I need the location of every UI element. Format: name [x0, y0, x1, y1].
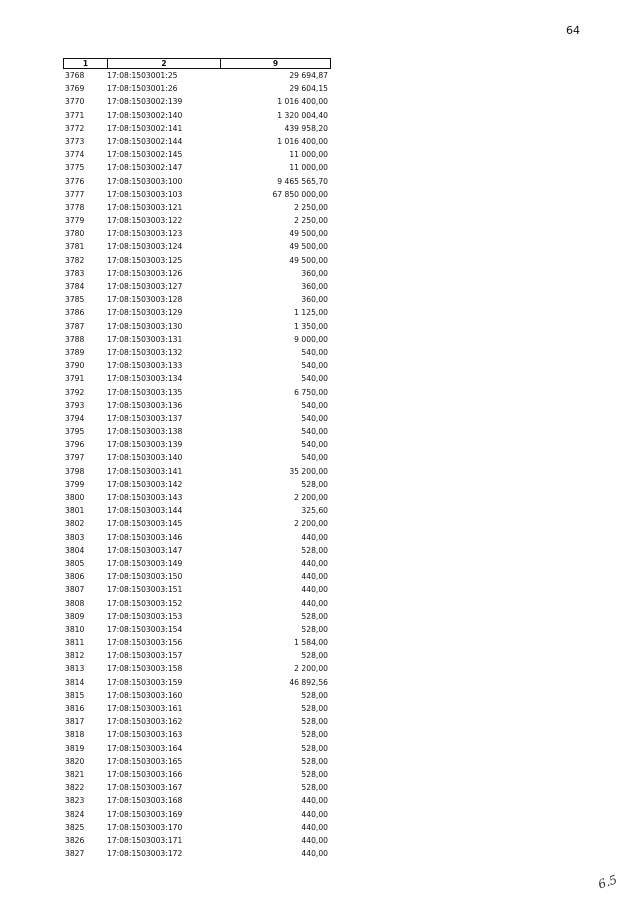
table-row	[63, 570, 331, 583]
table-row	[63, 293, 331, 306]
row-number: 3813	[65, 664, 85, 674]
cadastral-number: 17:08:1503003:103	[107, 189, 183, 199]
cadastral-number: 17:08:1503003:142	[107, 479, 183, 489]
table-row	[63, 544, 331, 557]
cadastral-number: 17:08:1503003:137	[107, 413, 183, 423]
row-number: 3776	[65, 176, 85, 186]
row-number: 3777	[65, 189, 85, 199]
cadastral-number: 17:08:1503003:147	[107, 545, 183, 555]
value: 49 500,00	[289, 242, 328, 252]
row-number: 3773	[65, 136, 85, 146]
row-number: 3807	[65, 585, 85, 595]
value: 440,00	[301, 598, 328, 608]
value: 440,00	[301, 585, 328, 595]
handwritten-signature: 6.5	[596, 872, 619, 892]
cadastral-number: 17:08:1503003:170	[107, 822, 183, 832]
row-number: 3824	[65, 809, 85, 819]
value: 46 892,56	[289, 677, 328, 687]
cadastral-number: 17:08:1503003:122	[107, 216, 183, 226]
value: 360,00	[301, 268, 328, 278]
table-row	[63, 399, 331, 412]
value: 9 000,00	[294, 334, 328, 344]
cadastral-number: 17:08:1503002:141	[107, 123, 183, 133]
row-number: 3791	[65, 374, 85, 384]
table-row	[63, 768, 331, 781]
row-number: 3788	[65, 334, 85, 344]
cadastral-number: 17:08:1503002:145	[107, 150, 183, 160]
row-number: 3794	[65, 413, 85, 423]
row-number: 3782	[65, 255, 85, 265]
table-row	[63, 346, 331, 359]
table-row	[63, 636, 331, 649]
value: 528,00	[301, 743, 328, 753]
cadastral-number: 17:08:1503002:147	[107, 163, 183, 173]
cadastral-number: 17:08:1503003:157	[107, 651, 183, 661]
cadastral-number: 17:08:1503003:152	[107, 598, 183, 608]
table-row	[63, 504, 331, 517]
value: 528,00	[301, 624, 328, 634]
row-number: 3780	[65, 229, 85, 239]
row-number: 3793	[65, 400, 85, 410]
table-row	[63, 597, 331, 610]
value: 528,00	[301, 717, 328, 727]
table-row	[63, 847, 331, 860]
row-number: 3821	[65, 769, 85, 779]
value: 2 200,00	[294, 493, 328, 502]
table-row	[63, 715, 331, 728]
table-row	[63, 451, 331, 464]
row-number: 3779	[65, 216, 85, 226]
table-row	[63, 280, 331, 293]
cadastral-number: 17:08:1503003:100	[107, 176, 183, 186]
cadastral-number: 17:08:1503003:156	[107, 638, 183, 648]
row-number: 3806	[65, 572, 85, 582]
table-row	[63, 689, 331, 702]
table-row	[63, 359, 331, 372]
row-number: 3811	[65, 638, 85, 648]
table-row	[63, 649, 331, 662]
value: 440,00	[301, 558, 328, 568]
cadastral-number: 17:08:1503003:130	[107, 321, 183, 331]
row-number: 3772	[65, 123, 85, 133]
cadastral-number: 17:08:1503003:131	[107, 334, 183, 344]
table-row	[63, 808, 331, 821]
table-header	[63, 58, 331, 69]
value: 1 125,00	[294, 308, 328, 318]
cadastral-number: 17:08:1503003:165	[107, 756, 183, 766]
value: 1 320 004,40	[277, 110, 328, 120]
cadastral-number: 17:08:1503003:134	[107, 374, 183, 384]
cadastral-number: 17:08:1503003:129	[107, 308, 183, 318]
row-number: 3817	[65, 717, 85, 727]
row-number: 3797	[65, 453, 85, 463]
value: 528,00	[301, 651, 328, 661]
table-row	[63, 201, 331, 214]
table-row	[63, 267, 331, 280]
row-number: 3795	[65, 427, 85, 437]
cadastral-number: 17:08:1503001:26	[107, 84, 178, 94]
table-row	[63, 69, 331, 82]
row-number: 3769	[65, 84, 85, 94]
table-row	[63, 122, 331, 135]
table-row	[63, 834, 331, 847]
value: 35 200,00	[289, 466, 328, 476]
row-number: 3801	[65, 506, 85, 516]
table-row	[63, 794, 331, 807]
table-row	[63, 610, 331, 623]
cadastral-number: 17:08:1503003:151	[107, 585, 183, 595]
table-row	[63, 254, 331, 267]
cadastral-number: 17:08:1503003:146	[107, 532, 183, 542]
row-number: 3768	[65, 71, 85, 80]
value: 540,00	[301, 347, 328, 357]
table-row	[63, 175, 331, 188]
value: 2 250,00	[294, 202, 328, 212]
cadastral-number: 17:08:1503003:138	[107, 427, 183, 437]
value: 2 200,00	[294, 519, 328, 529]
table-row	[63, 240, 331, 253]
table-row	[63, 676, 331, 689]
row-number: 3814	[65, 677, 85, 687]
table-row	[63, 623, 331, 636]
value: 439 958,20	[284, 123, 328, 133]
value: 360,00	[301, 295, 328, 305]
row-number: 3827	[65, 849, 85, 859]
cadastral-number: 17:08:1503003:158	[107, 664, 183, 674]
value: 440,00	[301, 809, 328, 819]
value: 440,00	[301, 822, 328, 832]
cadastral-number: 17:08:1503003:125	[107, 255, 183, 265]
table-row	[63, 333, 331, 346]
cadastral-number: 17:08:1503003:143	[107, 493, 183, 502]
table-row	[63, 372, 331, 385]
table-row	[63, 161, 331, 174]
table-row	[63, 702, 331, 715]
row-number: 3802	[65, 519, 85, 529]
value: 440,00	[301, 532, 328, 542]
column-header-1: 1	[64, 59, 108, 68]
table-row	[63, 412, 331, 425]
table-row	[63, 227, 331, 240]
value: 528,00	[301, 611, 328, 621]
value: 528,00	[301, 730, 328, 740]
cadastral-number: 17:08:1503003:159	[107, 677, 183, 687]
row-number: 3826	[65, 835, 85, 845]
value: 9 465 565,70	[277, 176, 328, 186]
cadastral-number: 17:08:1503003:149	[107, 558, 183, 568]
value: 540,00	[301, 374, 328, 384]
cadastral-number: 17:08:1503003:135	[107, 387, 183, 397]
row-number: 3775	[65, 163, 85, 173]
value: 11 000,00	[289, 150, 328, 160]
value: 49 500,00	[289, 255, 328, 265]
value: 540,00	[301, 413, 328, 423]
table-row	[63, 188, 331, 201]
row-number: 3822	[65, 783, 85, 793]
table-row	[63, 109, 331, 122]
row-number: 3787	[65, 321, 85, 331]
value: 528,00	[301, 479, 328, 489]
table-row	[63, 214, 331, 227]
row-number: 3783	[65, 268, 85, 278]
row-number: 3789	[65, 347, 85, 357]
cadastral-number: 17:08:1503003:136	[107, 400, 183, 410]
table-row	[63, 531, 331, 544]
cadastral-number: 17:08:1503002:144	[107, 136, 183, 146]
table-body	[63, 69, 331, 860]
cadastral-number: 17:08:1503003:150	[107, 572, 183, 582]
value: 1 016 400,00	[277, 97, 328, 107]
value: 440,00	[301, 835, 328, 845]
table-row	[63, 781, 331, 794]
value: 67 850 000,00	[272, 189, 328, 199]
cadastral-number: 17:08:1503003:153	[107, 611, 183, 621]
row-number: 3798	[65, 466, 85, 476]
value: 1 584,00	[294, 638, 328, 648]
row-number: 3786	[65, 308, 85, 318]
cadastral-number: 17:08:1503003:169	[107, 809, 183, 819]
value: 540,00	[301, 400, 328, 410]
value: 440,00	[301, 849, 328, 859]
cadastral-number: 17:08:1503003:166	[107, 769, 183, 779]
value: 540,00	[301, 453, 328, 463]
row-number: 3796	[65, 440, 85, 450]
cadastral-number: 17:08:1503003:167	[107, 783, 183, 793]
row-number: 3785	[65, 295, 85, 305]
cadastral-number: 17:08:1503003:145	[107, 519, 183, 529]
value: 528,00	[301, 783, 328, 793]
row-number: 3820	[65, 756, 85, 766]
row-number: 3812	[65, 651, 85, 661]
row-number: 3792	[65, 387, 85, 397]
table-row	[63, 82, 331, 95]
cadastral-number: 17:08:1503003:141	[107, 466, 183, 476]
value: 528,00	[301, 756, 328, 766]
row-number: 3823	[65, 796, 85, 806]
value: 6 750,00	[294, 387, 328, 397]
row-number: 3799	[65, 479, 85, 489]
table-row	[63, 465, 331, 478]
cadastral-number: 17:08:1503003:161	[107, 704, 183, 713]
table-row	[63, 742, 331, 755]
ledger-table	[63, 58, 331, 860]
row-number: 3819	[65, 743, 85, 753]
table-row	[63, 148, 331, 161]
row-number: 3800	[65, 493, 85, 502]
cadastral-number: 17:08:1503003:168	[107, 796, 183, 806]
value: 2 200,00	[294, 664, 328, 674]
value: 2 250,00	[294, 216, 328, 226]
page-number: 64	[566, 24, 580, 37]
cadastral-number: 17:08:1503002:139	[107, 97, 183, 107]
value: 528,00	[301, 704, 328, 713]
cadastral-number: 17:08:1503003:144	[107, 506, 183, 516]
row-number: 3774	[65, 150, 85, 160]
cadastral-number: 17:08:1503001:25	[107, 71, 178, 80]
table-row	[63, 306, 331, 319]
value: 49 500,00	[289, 229, 328, 239]
table-row	[63, 386, 331, 399]
cadastral-number: 17:08:1503003:162	[107, 717, 183, 727]
value: 1 016 400,00	[277, 136, 328, 146]
table-row	[63, 438, 331, 451]
cadastral-number: 17:08:1503003:160	[107, 690, 183, 700]
cadastral-number: 17:08:1503003:164	[107, 743, 183, 753]
value: 1 350,00	[294, 321, 328, 331]
cadastral-number: 17:08:1503003:154	[107, 624, 183, 634]
row-number: 3805	[65, 558, 85, 568]
table-row	[63, 320, 331, 333]
value: 540,00	[301, 361, 328, 371]
value: 360,00	[301, 282, 328, 291]
table-row	[63, 755, 331, 768]
row-number: 3809	[65, 611, 85, 621]
table-row	[63, 478, 331, 491]
value: 440,00	[301, 572, 328, 582]
value: 29 604,15	[289, 84, 328, 94]
row-number: 3771	[65, 110, 85, 120]
cadastral-number: 17:08:1503003:172	[107, 849, 183, 859]
column-header-2: 2	[108, 59, 221, 68]
column-header-9: 9	[272, 59, 279, 68]
cadastral-number: 17:08:1503003:133	[107, 361, 183, 371]
cadastral-number: 17:08:1503003:139	[107, 440, 183, 450]
value: 11 000,00	[289, 163, 328, 173]
value: 528,00	[301, 690, 328, 700]
value: 440,00	[301, 796, 328, 806]
row-number: 3770	[65, 97, 85, 107]
row-number: 3784	[65, 282, 85, 291]
row-number: 3804	[65, 545, 85, 555]
cadastral-number: 17:08:1503003:128	[107, 295, 183, 305]
cadastral-number: 17:08:1503002:140	[107, 110, 183, 120]
value: 540,00	[301, 440, 328, 450]
cadastral-number: 17:08:1503003:121	[107, 202, 183, 212]
cadastral-number: 17:08:1503003:127	[107, 282, 183, 291]
cadastral-number: 17:08:1503003:140	[107, 453, 183, 463]
row-number: 3818	[65, 730, 85, 740]
table-row	[63, 95, 331, 108]
cadastral-number: 17:08:1503003:124	[107, 242, 183, 252]
cadastral-number: 17:08:1503003:123	[107, 229, 183, 239]
table-row	[63, 135, 331, 148]
table-row	[63, 425, 331, 438]
row-number: 3803	[65, 532, 85, 542]
value: 528,00	[301, 769, 328, 779]
row-number: 3781	[65, 242, 85, 252]
table-row	[63, 728, 331, 741]
row-number: 3815	[65, 690, 85, 700]
table-row	[63, 821, 331, 834]
cadastral-number: 17:08:1503003:132	[107, 347, 183, 357]
table-row	[63, 662, 331, 675]
row-number: 3790	[65, 361, 85, 371]
value: 528,00	[301, 545, 328, 555]
cadastral-number: 17:08:1503003:126	[107, 268, 183, 278]
value: 325,60	[301, 506, 328, 516]
row-number: 3778	[65, 202, 85, 212]
cadastral-number: 17:08:1503003:171	[107, 835, 183, 845]
row-number: 3825	[65, 822, 85, 832]
row-number: 3816	[65, 704, 85, 713]
table-row	[63, 583, 331, 596]
cadastral-number: 17:08:1503003:163	[107, 730, 183, 740]
table-row	[63, 517, 331, 530]
table-row	[63, 557, 331, 570]
table-row	[63, 491, 331, 504]
value: 540,00	[301, 427, 328, 437]
row-number: 3808	[65, 598, 85, 608]
row-number: 3810	[65, 624, 85, 634]
value: 29 694,87	[289, 71, 328, 80]
